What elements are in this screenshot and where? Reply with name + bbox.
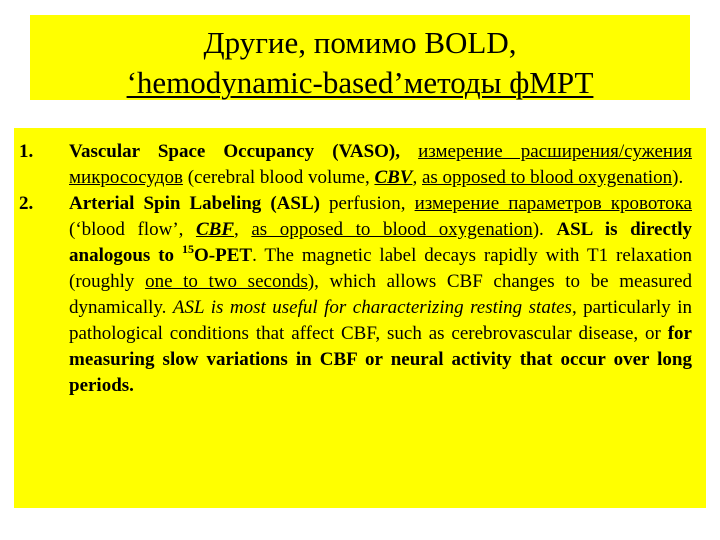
text-run: . The magnetic label decays rapidly with T1 relaxation (roughly [69, 245, 692, 292]
text-run: as opposed to blood oxygenation [421, 167, 673, 188]
numbered-list [14, 128, 706, 399]
text-run: Arterial Spin Labeling (ASL) [69, 193, 320, 214]
text-run: ). [672, 167, 684, 188]
text-run: , [412, 167, 422, 188]
text-run: one to two seconds [145, 271, 308, 292]
text-run: ASL is directly analogous to [69, 219, 693, 266]
text-run: измерение расширения/сужения [418, 141, 692, 162]
text-run: for measuring slow variations in CBF or neural activity that occur over long periods. [69, 323, 692, 396]
text-run: perfusion, [319, 193, 415, 214]
title-panel [30, 15, 690, 100]
text-run: as opposed to blood oxygenation [251, 219, 533, 240]
slide-title [30, 15, 690, 103]
text-run: , [234, 219, 252, 240]
text-run: CBF [195, 219, 234, 240]
text-run: O-PET [194, 245, 253, 266]
list-item-text [69, 191, 692, 399]
text-run: ). [532, 219, 557, 240]
text-run: , particularly in pathological conditions that affect CBF, such as cerebrovascular disease, or [69, 297, 693, 344]
text-run: (‘blood flow’, [69, 219, 196, 240]
text-run: микрососудов [69, 167, 183, 188]
text-run: измерение параметров кровотока [414, 193, 692, 214]
list-item [14, 191, 706, 399]
title-line-1: Другие, помимо BOLD, [203, 25, 517, 60]
title-line-2: ‘hemodynamic-based’методы фМРТ [126, 65, 594, 100]
text-run: CBV [374, 167, 413, 188]
text-run: ), which allows CBF changes to be measured dynamically. [69, 271, 693, 318]
text-run: Vascular Space Occupancy (VASO), [69, 141, 419, 162]
list-item-number: 1. [19, 141, 34, 162]
text-run: ASL is most useful for characterizing resting states [172, 297, 572, 318]
content-panel [14, 128, 706, 508]
text-run: (cerebral blood volume, [182, 167, 375, 188]
list-item-text [69, 139, 692, 191]
list-item-number: 2. [19, 193, 34, 214]
superscript-text: 15 [182, 242, 194, 256]
list-item [14, 128, 706, 191]
